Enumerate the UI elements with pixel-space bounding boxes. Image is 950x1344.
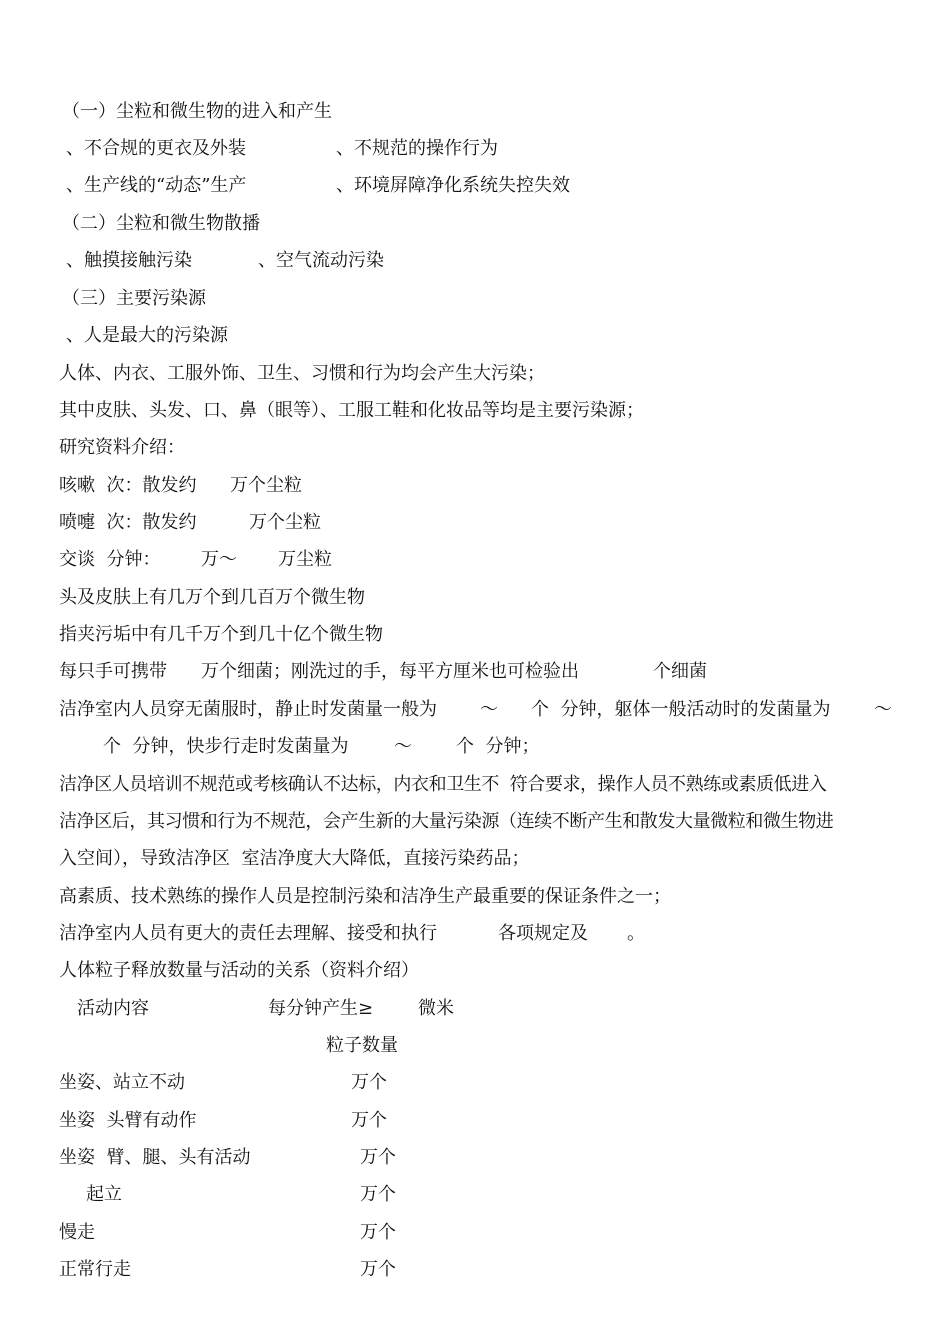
table-header-count-label: 粒子数量: [326, 1035, 398, 1056]
cough-value: 万个尘粒: [230, 475, 302, 496]
hand-bacteria-b: 万个细菌；刚洗过的手，每平方厘米也可检验出: [201, 661, 579, 682]
table-row-activity: 坐姿、站立不动: [59, 1072, 185, 1093]
paragraph: 入空间），导致洁净区 室洁净度大大降低，直接污染药品；: [59, 848, 530, 869]
bacteria-rate-f: ～: [394, 736, 412, 757]
table-row-activity: 起立: [86, 1184, 122, 1205]
table-header-count: 每分钟产生≥: [268, 998, 374, 1019]
section-2-item-b: 、空气流动污染: [258, 250, 384, 271]
responsibility-b: 各项规定及: [498, 923, 588, 944]
paragraph: 研究资料介绍：: [59, 437, 185, 458]
table-row-count: 万个: [360, 1147, 396, 1168]
paragraph: 指夹污垢中有几千万个到几十亿个微生物: [59, 624, 383, 645]
bacteria-rate-c: 个 分钟，躯体一般活动时的发菌量为: [531, 699, 831, 720]
section-1-item-a: 、不合规的更衣及外装: [66, 138, 246, 159]
bacteria-rate-a: 洁净室内人员穿无菌服时，静止时发菌量一般为: [59, 699, 437, 720]
section-2-item-a: 、触摸接触污染: [66, 250, 192, 271]
paragraph: 其中皮肤、头发、口、鼻（眼等）、工服工鞋和化妆品等均是主要污染源；: [59, 400, 644, 421]
table-row-count: 万个: [351, 1072, 387, 1093]
section-1-item-c: 、生产线的“动态”生产: [66, 175, 247, 196]
section-1-heading: （一）尘粒和微生物的进入和产生: [62, 101, 332, 122]
responsibility-a: 洁净室内人员有更大的责任去理解、接受和执行: [59, 923, 437, 944]
talk-value: 万尘粒: [278, 549, 332, 570]
table-header-unit: 微米: [418, 998, 454, 1019]
table-row-activity: 坐姿 臂、腿、头有活动: [59, 1147, 251, 1168]
responsibility-c: 。: [627, 923, 645, 944]
sneeze-label: 喷嚏 次：散发约: [59, 512, 197, 533]
section-2-heading: （二）尘粒和微生物散播: [62, 213, 260, 234]
paragraph: 高素质、技术熟练的操作人员是控制污染和洁净生产最重要的保证条件之一；: [59, 886, 671, 907]
table-row-count: 万个: [360, 1222, 396, 1243]
paragraph: 洁净区后，其习惯和行为不规范，会产生新的大量污染源（连续不断产生和散发大量微粒和微生物进: [59, 811, 834, 832]
talk-label: 交谈 分钟：: [59, 549, 161, 570]
table-row-activity: 坐姿 头臂有动作: [59, 1110, 197, 1131]
bacteria-rate-b: ～: [480, 699, 498, 720]
table-row-activity: 慢走: [59, 1222, 95, 1243]
talk-mid: 万～: [201, 549, 237, 570]
table-row-count: 万个: [360, 1259, 396, 1280]
section-1-item-d: 、环境屏障净化系统失控失效: [336, 175, 570, 196]
paragraph: 头及皮肤上有几万个到几百万个微生物: [59, 587, 365, 608]
hand-bacteria-c: 个细菌: [653, 661, 707, 682]
section-3-heading: （三）主要污染源: [62, 288, 206, 309]
bacteria-rate-d: ～: [874, 699, 892, 720]
paragraph: 洁净区人员培训不规范或考核确认不达标，内衣和卫生不 符合要求，操作人员不熟练或素质低进入: [59, 774, 827, 795]
table-header-activity: 活动内容: [77, 998, 149, 1019]
table-row-count: 万个: [351, 1110, 387, 1131]
hand-bacteria-a: 每只手可携带: [59, 661, 167, 682]
section-1-item-b: 、不规范的操作行为: [336, 138, 498, 159]
cough-label: 咳嗽 次：散发约: [59, 475, 197, 496]
table-row-count: 万个: [360, 1184, 396, 1205]
sneeze-value: 万个尘粒: [249, 512, 321, 533]
table-row-activity: 正常行走: [59, 1259, 131, 1280]
bacteria-rate-e: 个 分钟，快步行走时发菌量为: [103, 736, 349, 757]
paragraph: 人体、内衣、工服外饰、卫生、习惯和行为均会产生大污染；: [59, 363, 545, 384]
table-title: 人体粒子释放数量与活动的关系（资料介绍）: [59, 960, 419, 981]
section-3-item-a: 、人是最大的污染源: [66, 325, 228, 346]
bacteria-rate-g: 个 分钟；: [456, 736, 540, 757]
